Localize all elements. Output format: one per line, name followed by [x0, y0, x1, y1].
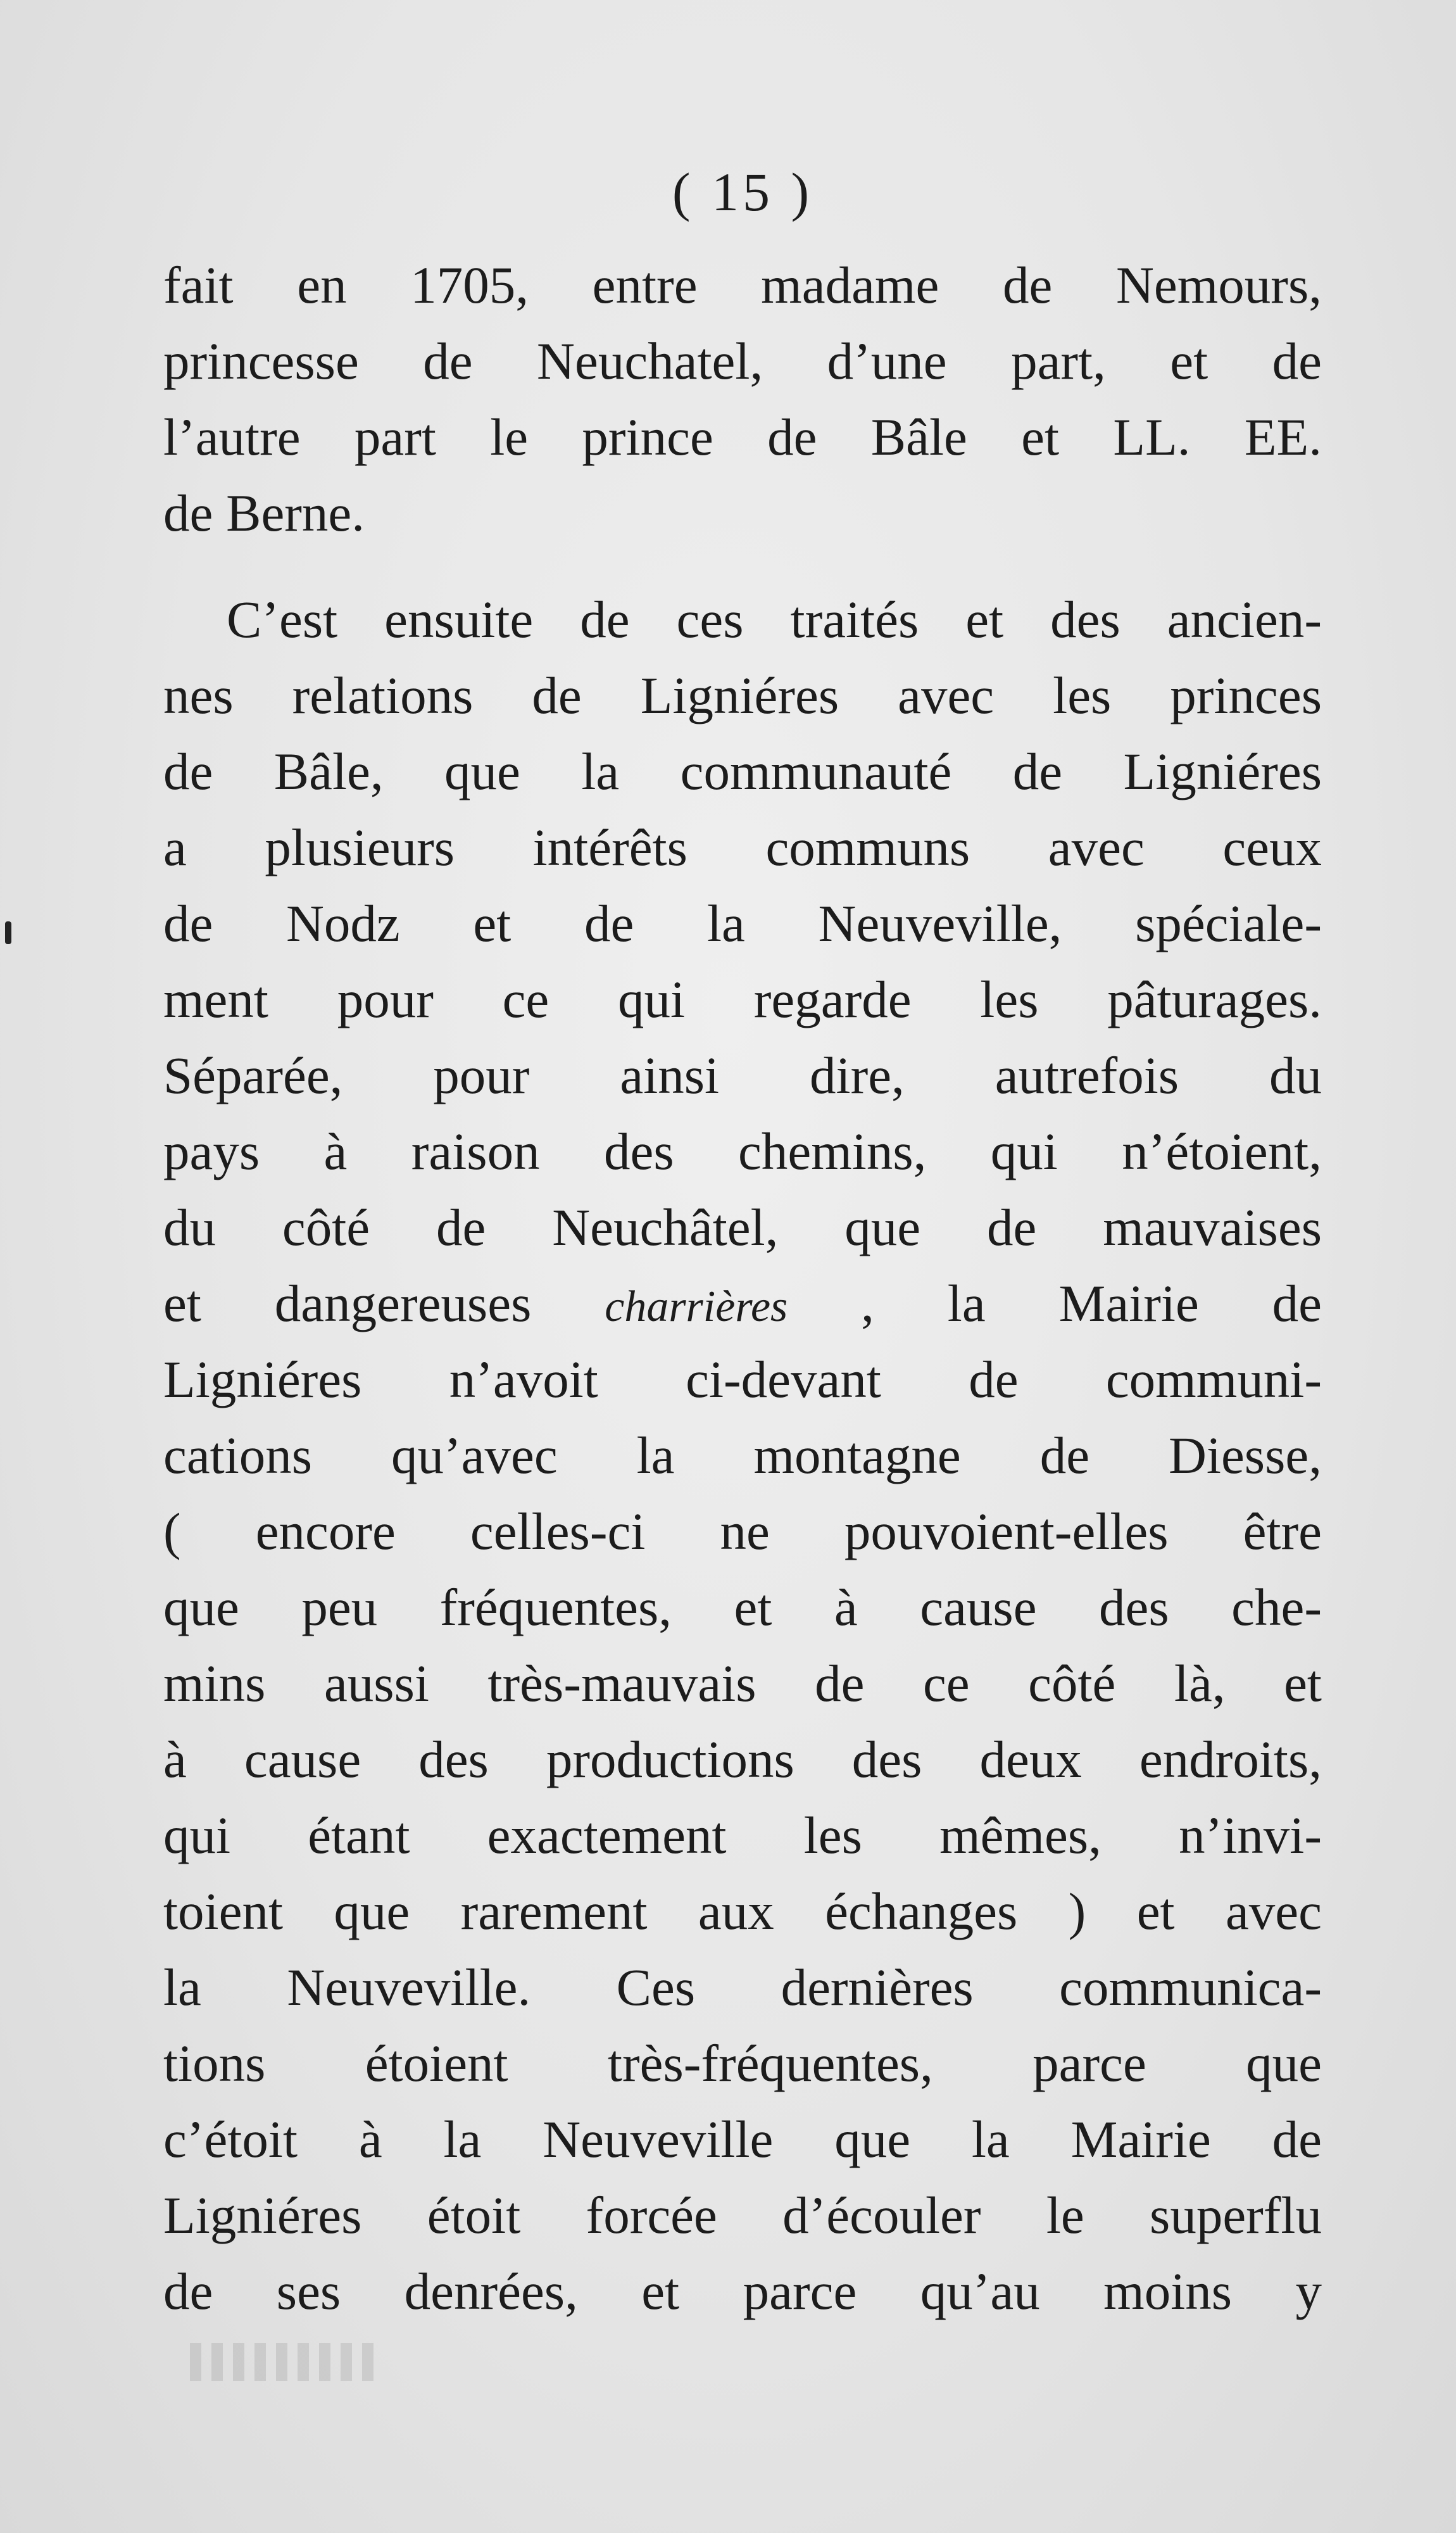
text-line: que peu fréquentes, et à cause des che-: [163, 1578, 1322, 1636]
text-line: la Neuveville. Ces dernières communica-: [163, 1958, 1322, 2016]
text-line: Ligniéres étoit forcée d’écouler le superflu: [163, 2186, 1322, 2244]
text-line: ment pour ce qui regarde les pâturages.: [163, 970, 1322, 1028]
text-block: [163, 158, 1322, 2329]
text-line: mins aussi très-mauvais de ce côté là, et: [163, 1654, 1322, 1712]
text-line: princesse de Neuchatel, d’une part, et de: [163, 332, 1322, 390]
text-line: l’autre part le prince de Bâle et LL. EE.: [163, 408, 1322, 466]
text-line: du côté de Neuchâtel, que de mauvaises: [163, 1198, 1322, 1256]
text-line: tions étoient très-fréquentes, parce que: [163, 2034, 1322, 2092]
text-line: de ses denrées, et parce qu’au moins y: [163, 2262, 1322, 2320]
text-line: c’étoit à la Neuveville que la Mairie de: [163, 2110, 1322, 2168]
text-line: à cause des productions des deux endroits,: [163, 1730, 1322, 1788]
text-line: qui étant exactement les mêmes, n’invi-: [163, 1806, 1322, 1864]
text-line: a plusieurs intérêts communs avec ceux: [163, 818, 1322, 876]
text-line: Ligniéres n’avoit ci-devant de communi-: [163, 1350, 1322, 1408]
text-line: de Bâle, que la communauté de Ligniéres: [163, 742, 1322, 800]
page-number: ( 15 ): [672, 161, 813, 222]
text-line: fait en 1705, entre madame de Nemours,: [163, 256, 1322, 314]
text-line-with-italic: [163, 1265, 1322, 1341]
text-segment: , la Mairie de: [861, 1274, 1322, 1332]
text-line: de Berne.: [163, 484, 365, 542]
text-line: toient que rarement aux échanges ) et avec: [163, 1882, 1322, 1940]
text-line: cations qu’avec la montagne de Diesse,: [163, 1426, 1322, 1484]
text-line: pays à raison des chemins, qui n’étoient,: [163, 1122, 1322, 1180]
text-line: de Nodz et de la Neuveville, spéciale-: [163, 894, 1322, 952]
show-through-ink: [190, 2343, 380, 2381]
text-segment: et dangereuses: [163, 1274, 532, 1332]
text-line: nes relations de Ligniéres avec les princes: [163, 666, 1322, 724]
italic-word: charrières: [605, 1282, 788, 1331]
margin-ink-mark: [5, 921, 11, 944]
text-line: ( encore celles-ci ne pouvoient-elles être: [163, 1502, 1322, 1560]
text-line: C’est ensuite de ces traités et des ancien-: [227, 590, 1322, 648]
text-line: Séparée, pour ainsi dire, autrefois du: [163, 1046, 1322, 1104]
